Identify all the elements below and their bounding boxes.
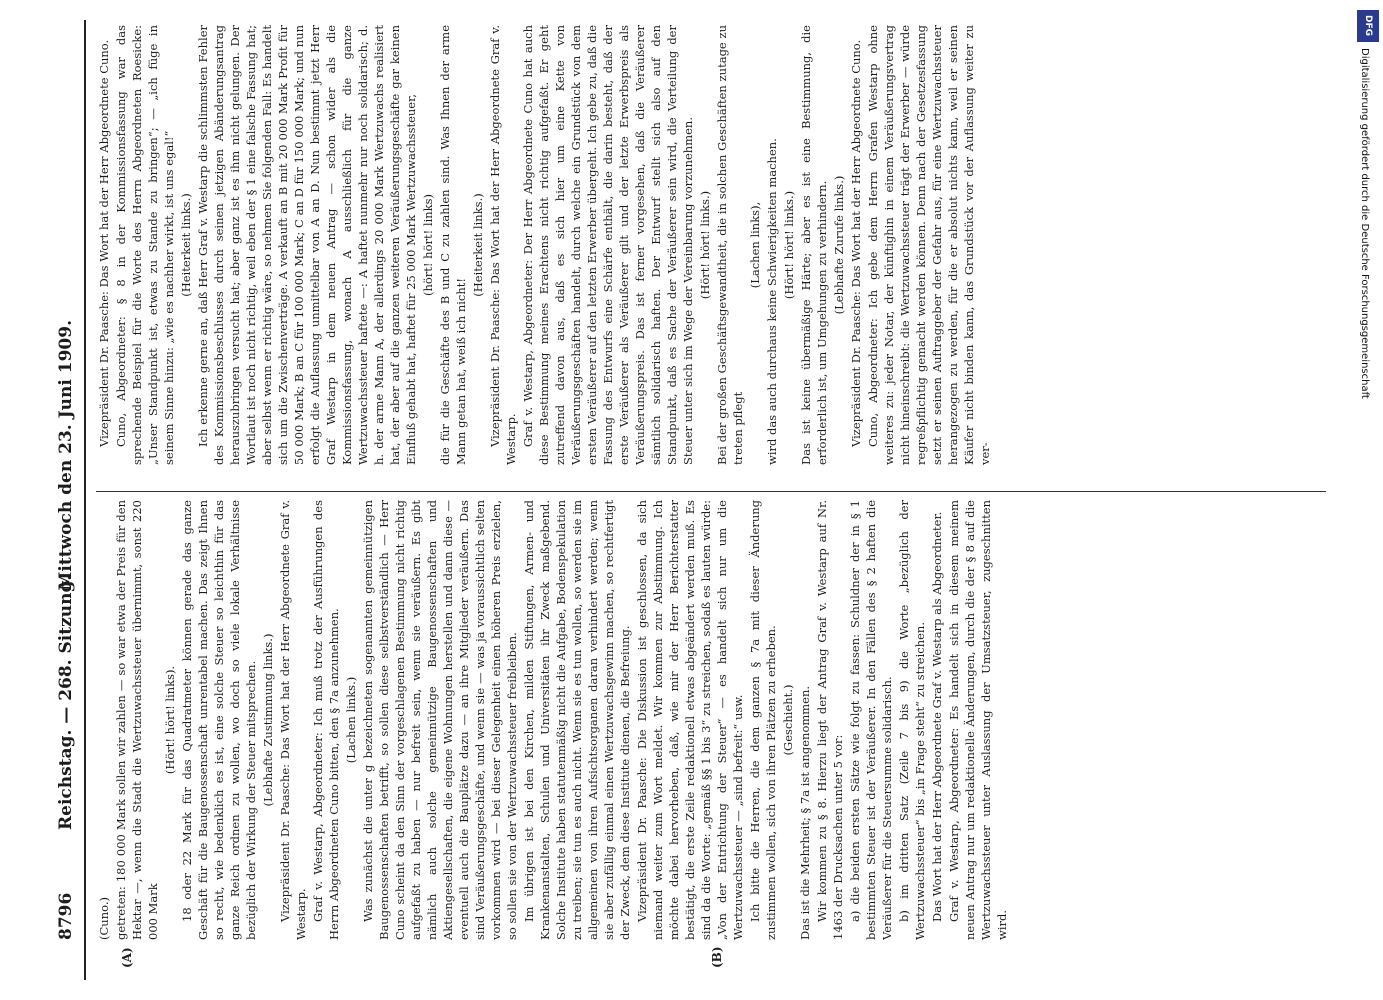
right-column-paragraph: Vizepräsident Dr. Paasche: Das Wort hat der Herr Abgeordnete Cuno. [849,39,863,447]
right-column-paragraph: Cuno, Abgeordneter: Ich gebe dem Herrn Grafen Westarp ohne weiteres zu: jeder Notar, der künftighin in einem Veräußerungsvertrag nicht hineinschreibt: die Wertzuwachssteuer trägt der Erwerber — würde regreßpflichtig gemacht werden können. Denn nach der Gesetzesfassung setzt er seinen Auftraggeber der Gefahr aus, für eine Wertzuwachssteuer herangezogen zu werden, für die er absolut nichts kann, weil er seinen Käufer nicht binden kann, das Grundstück vor der Auflassung weiter zu ver- [866,25,992,465]
right-column-paragraph: Ich erkenne gerne an, daß Herr Graf v. Westarp die schlimmsten Fehler des Kommissionsbeschlusses durch seinen jetzigen Abänderungsantrag herauszubringen versucht hat; aber ganz ist es ihm nicht gelungen. Der Wortlaut ist noch nicht richtig, weil eben der § 1 eine falsche Fassung hat; aber selbst wenn er richtig wäre, so nehmen Sie folgenden Fall: Es handelt sich um die Zwischenverträge. A verkauft an B mit 20 000 Mark Profit für 50 000 Mark; B an C für 100 000 Mark; C an D für 150 000 Mark; und nun erfolgt die Auflassung unmittelbar von A an D. Nun bestimmt jetzt Herr Graf Westarp in dem neuen Antrag — schon wider als die Kommissionsfassung, wonach A ausschließlich für die ganze Wertzuwachssteuer haftete —: A haftet nunmehr nur noch solidarisch; d. h. der arme Mann A, der allerdings 20 000 Mark Wertzuwachs realisiert hat, der aber auf die ganzen weiteren Veräußerungsgeschäfte gar keinen Einfluß gehabt hat, haftet für 25 000 Mark Wertzuwachssteuer, [196,25,418,465]
margin-marker-b: (B) [710,946,724,968]
left-column-paragraph: Das Wort hat der Herr Abgeordnete Graf v. Westarp als Abgeordneter. [930,511,944,922]
right-column-paragraph: Bei der großen Geschäftsgewandtheit, die in solchen Geschäften zutage zu treten pflegt [715,25,745,465]
column-divider [96,491,1326,492]
left-column-paragraph: Das ist die Mehrheit; § 7a ist angenommen. [798,685,812,940]
left-column-paragraph: Im übrigen ist bei den Kirchen, milden Stiftungen, Armen- und Krankenanstalten, Schulen und Universitäten ihr Zweck maßgebend. Solche Institute haben statutenmäßig nicht die Aufgabe, Bodenspekulation zu treiben; sie tun es auch nicht. Wenn sie es tun wollen, so werden sie im allgemeinen von ihren Aufsichtsorganen daran verhindert werden; wenn sie aber zufällig einmal einen Wertzuwachsgewinn machen, so rechtfertigt der Zweck, dem diese Institute dienen, die Befreiung. [522,500,632,940]
left-column-paragraph: (Lachen links.) [344,676,358,764]
margin-marker-a: (A) [120,947,134,968]
left-column-paragraph: a) die beiden ersten Sätze wie folgt zu fassen: Schuldner der in § 1 bestimmten Steuer ist der Veräußerer. In den Fällen des § 2 haften die Veräußerer für die Steuersumme solidarisch. [848,500,894,940]
left-column-paragraph: (Lebhafte Zustimmung links.) [261,633,275,807]
left-column-paragraph: Was zunächst die unter g bezeichneten sogenannten gemeinnützigen Baugenossenschaften betrifft, so sollen diese selbstverständlich — Herr Cuno scheint da den Sinn der vorgeschlagenen Bestimmung nicht richtig aufgefaßt zu haben — nur befreit sein, wenn sie veräußern. Es gibt nämlich auch solche gemeinnützige Baugenossenschaften und Aktiengesellschaften, die eigene Wohnungen herstellen und dann diese — eventuell auch die Bauplätze dazu — an ihre Mitglieder veräußern. Das sind Veräußerungsgeschäfte, und wenn sie — was ja voraussichtlich selten vorkommen wird — bei dieser Gelegenheit einen höheren Preis erzielen, so sollen sie von der Wertzuwachssteuer freibleiben. [361,500,519,940]
right-column-paragraph: (Heiterkeit links.) [471,193,485,297]
right-column-paragraph: (Hört! hört! links.) [698,190,712,300]
left-column-paragraph: (Geschieht.) [781,684,795,756]
dfg-watermark [1357,10,1379,750]
right-column-paragraph: (Lebhafte Zurufe links.) [832,175,846,315]
left-column-paragraph: getreten: 180 000 Mark sollen wir zahlen — so war etwa der Preis für den Hektar —, wenn die Stadt die Wertzuwachssteuer übernimmt, sonst 220 000 Mark [114,500,160,940]
rotated-page [50,20,1350,980]
right-column-paragraph: (Heiterkeit links.) [179,193,193,297]
left-column-paragraph: b) im dritten Satz (Zeile 7 bis 9) die Worte „bezüglich der Wertzuwachssteuer“ bis „in Frage steht“ zu streichen. [897,500,927,940]
left-column-paragraph: Graf v. Westarp, Abgeordneter: Es handelt sich in diesem meinem neuen Antrag nur um redaktionelle Änderungen, durch die der § 8 auf die Wertzuwachssteuer unter Auslassung der Umsatzsteuer, zugeschnitten wird. [947,500,1009,940]
right-column-paragraph: (Hört! hört! links.) [782,190,796,300]
left-column-paragraph: 18 oder 22 Mark für das Quadratmeter können gerade das ganze Geschäft für die Baugenossenschaft unrentabel machen. Das zeigt Ihnen so recht, wie bedenklich es ist, eine solche Steuer so leichthin für das ganze Reich ordnen zu wollen, wo doch so viele lokale Verhältnisse bezüglich der Wirkung der Steuer mitsprechen. [180,500,258,940]
left-column-paragraph: (Cuno.) [97,897,111,940]
left-running-title: Reichstag. — 268. Sitzung. [56,574,76,830]
left-column-paragraph: Graf v. Westarp, Abgeordneter: Ich muß trotz der Ausführungen des Herrn Abgeordneten Cuno bitten, den § 7a anzunehmen. [311,500,341,940]
left-column-paragraph: Wir kommen zu § 8. Hierzu liegt der Antrag Graf v. Westarp auf Nr. 1463 der Drucksachen unter 5 vor: [815,500,845,940]
left-column-paragraph: Ich bitte die Herren, die dem ganzen § 7a mit dieser Änderung zustimmen wollen, sich von ihren Plätzen zu erheben. [748,500,778,940]
right-column-paragraph: Vizepräsident Dr. Paasche: Das Wort hat der Herr Abgeordnete Cuno. [97,39,111,447]
right-column-paragraph: Das ist keine übermäßige Härte; aber es ist eine Bestimmung, die erforderlich ist, um Umgehungen zu verhindern. [799,25,829,465]
page-header [50,20,86,980]
right-column-paragraph: (hört! hört! links) [421,193,435,297]
left-column-paragraph: Vizepräsident Dr. Paasche: Die Diskussion ist geschlossen, da sich niemand weiter zum Wort meldet. Wir kommen zur Abstimmung. Ich möchte dabei hervorheben, daß, wie mir der Herr Berichterstatter bestätigt, die erste Zeile redaktionell etwas abgeändert werden muß. Es sind da die Worte: „gemäß §§ 1 bis 3“ zu streichen, sodaß es lauten würde: „Von der Entrichtung der Steuer“ — es handelt sich nur um die Wertzuwachssteuer — „sind befreit:“ usw. [635,500,745,940]
right-column-paragraph: Graf v. Westarp, Abgeordneter: Der Herr Abgeordnete Cuno hat auch diese Bestimmung meines Erachtens nicht richtig aufgefaßt. Er geht zutreffend davon aus, daß es sich hier um eine Kette von Veräußerungsgeschäften handelt, durch welche ein Grundstück von dem ersten Veräußerer auf den letzten Erwerber übergeht. Ich gebe zu, daß die Fassung des Entwurfs eine Schärfe enthält, die darin besteht, daß der erste Veräußerer als Veräußerer gilt und der letzte Erwerbspreis als Veräußerungspreis. Das ist ferner vorgesehen, daß die Veräußerer sämtlich solidarisch haften. Der Entwurf stellt sich also auf den Standpunkt, daß es Sache der Veräußerer sein wird, die Verteilung der Steuer unter sich im Wege der Vereinbarung vorzunehmen. [521,25,695,465]
right-column-paragraph: Vizepräsident Dr. Paasche: Das Wort hat der Herr Abgeordnete Graf v. Westarp. [488,25,518,465]
page-number: 8796 [56,892,76,940]
dfg-logo: DFG [1357,10,1379,42]
left-column-paragraph: (Hört! hört! links). [163,665,177,775]
left-column [96,500,1326,940]
funding-note: Digitalisierung gefördert durch die Deutsche Forschungsgemeinschaft [1359,48,1370,399]
left-column-paragraph: Vizepräsident Dr. Paasche: Das Wort hat der Herr Abgeordnete Graf v. Westarp. [278,500,308,940]
right-column-paragraph: Cuno, Abgeordneter: § 8 in der Kommissionsfassung war das sprechende Beispiel für die Worte des Herrn Abgeordneten Roesicke: „Unser Standpunkt ist, etwas zu Stande zu bringen“; — „ich füge in seinem Sinne hinzu: „wie es nachher wirkt, ist uns egal!“ [114,25,176,465]
right-column-paragraph: wird das auch durchaus keine Schwierigkeiten machen. [765,138,779,465]
right-column-paragraph: (Lachen links), [748,201,762,289]
right-column [96,25,1326,465]
right-running-title: Mittwoch den 23. Juni 1909. [56,320,76,591]
right-column-paragraph: die für die Geschäfte des B und C zu zahlen sind. Was Ihnen der arme Mann getan hat, weiß ich nicht! [438,25,468,465]
